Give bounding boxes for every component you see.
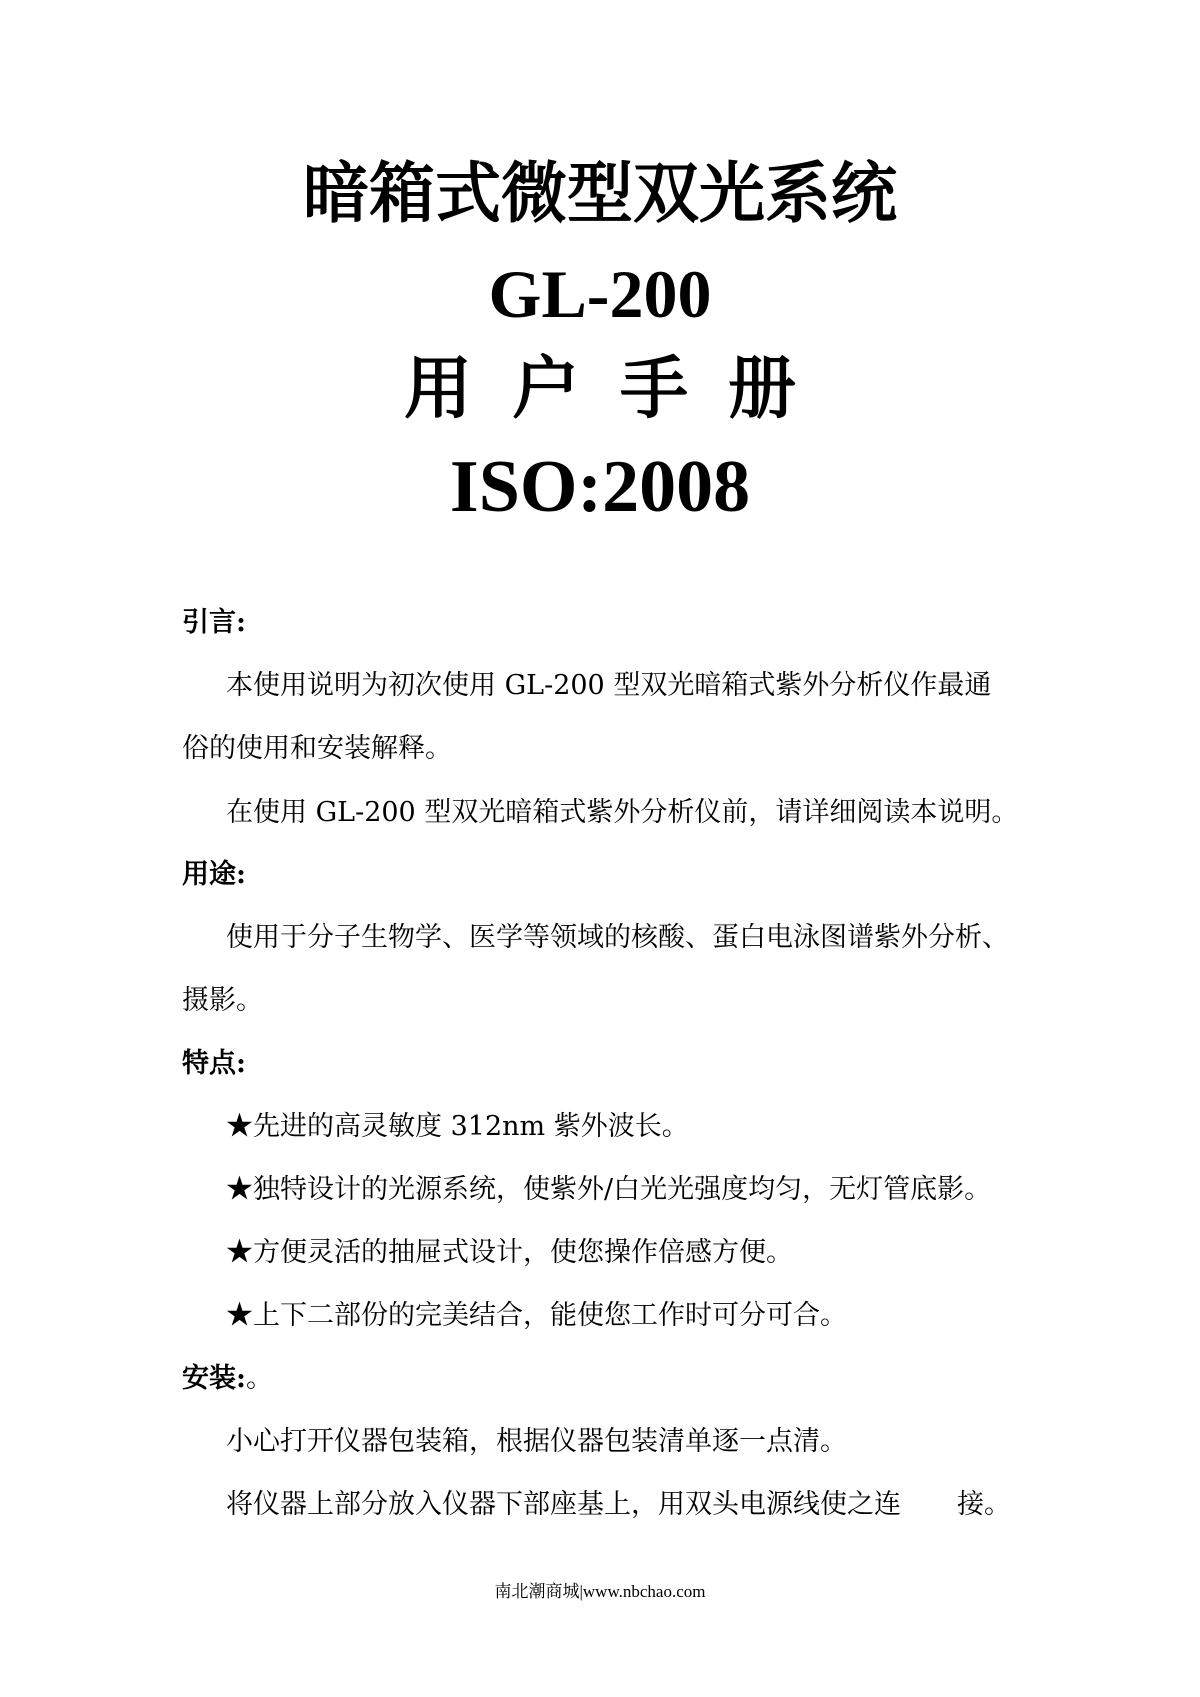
usage-line1: 使用于分子生物学、医学等领域的核酸、蛋白电泳图谱紫外分析、 (226, 922, 1009, 953)
title-model: GL-200 (488, 256, 712, 332)
install-heading-suffix: 。 (245, 1363, 273, 1394)
usage-heading: 用途: (182, 859, 246, 890)
footer-site-link[interactable]: 南北潮商城|www.nbchao.com (494, 1582, 706, 1601)
feature-item-2: ★独特设计的光源系统，使紫外/白光光强度均匀，无灯管底影。 (226, 1174, 992, 1205)
intro-paragraph-line2: 俗的使用和安装解释。 (182, 733, 452, 764)
install-line2-part-b: 接。 (957, 1489, 1011, 1520)
intro-heading: 引言: (182, 607, 246, 638)
install-heading: 安装: (182, 1363, 246, 1394)
install-line2 (226, 1491, 1086, 1518)
feature-item-4: ★上下二部份的完美结合，能使您工作时可分可合。 (226, 1300, 847, 1331)
install-line2-part-a: 将仪器上部分放入仪器下部座基上，用双头电源线使之连 (226, 1489, 901, 1520)
install-heading-row (182, 1365, 1042, 1392)
usage-line2: 摄影。 (182, 985, 263, 1016)
title-manual: 用户手册 (403, 349, 836, 429)
title-product-name: 暗箱式微型双光系统 (303, 154, 897, 232)
features-heading: 特点: (182, 1048, 246, 1079)
feature-item-1: ★先进的高灵敏度 312nm 紫外波长。 (226, 1111, 689, 1142)
feature-item-3: ★方便灵活的抽屉式设计，使您操作倍感方便。 (226, 1237, 793, 1268)
install-line1: 小心打开仪器包装箱，根据仪器包装清单逐一点清。 (226, 1426, 847, 1457)
intro-paragraph2: 在使用 GL-200 型双光暗箱式紫外分析仪前，请详细阅读本说明。 (226, 797, 1019, 828)
intro-paragraph-line1: 本使用说明为初次使用 GL-200 型双光暗箱式紫外分析仪作最通 (226, 670, 992, 701)
title-standard: ISO:2008 (449, 446, 751, 528)
